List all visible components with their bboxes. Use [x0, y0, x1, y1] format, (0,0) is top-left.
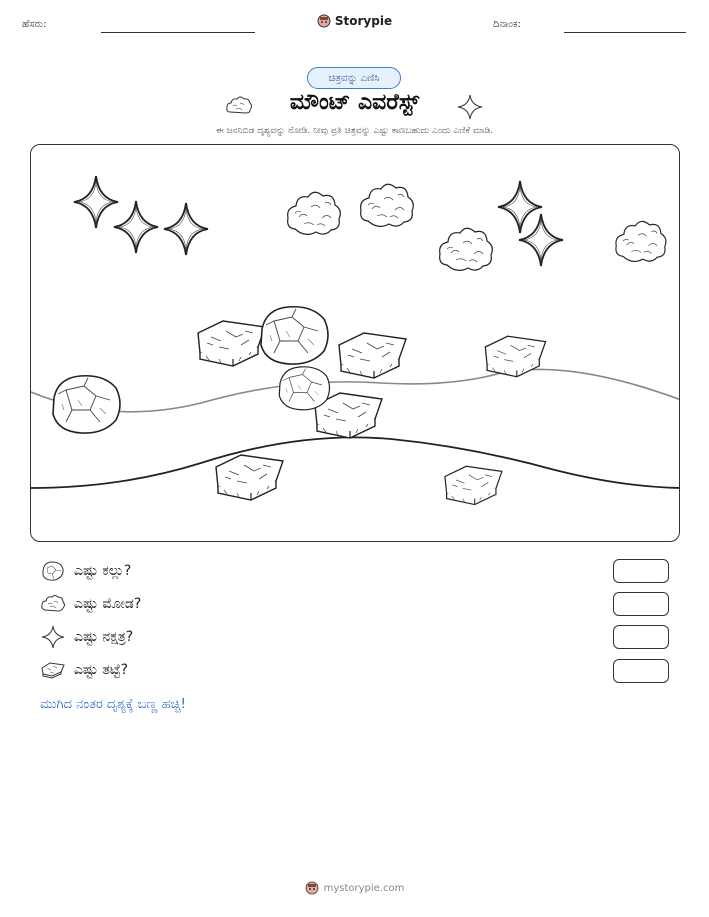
scene-cloud	[616, 221, 666, 261]
answer-box-stars[interactable]	[613, 625, 669, 649]
scene-cloud	[288, 192, 341, 234]
footer	[0, 880, 709, 896]
scene-rock	[279, 367, 329, 410]
scene-star	[164, 203, 208, 255]
question-rocks	[40, 558, 131, 584]
scene-cloud	[440, 228, 493, 270]
scene-tile	[216, 455, 283, 500]
question-text: ಎಷ್ಟು ಕಲ್ಲು?	[74, 563, 132, 579]
counting-scene	[30, 144, 680, 542]
question-tiles	[40, 657, 128, 683]
star-icon	[40, 625, 66, 649]
title-star-icon	[457, 94, 483, 120]
question-text: ಎಷ್ಟು ನಕ್ಷತ್ರ?	[74, 629, 134, 645]
brand-name: Storypie	[334, 14, 393, 28]
activity-badge: ಚಿತ್ರವನ್ನು ಎಣಿಸಿ	[307, 67, 401, 89]
tile-icon	[40, 659, 66, 681]
scene-star	[74, 176, 118, 228]
answer-box-rocks[interactable]	[613, 559, 669, 583]
name-label: ಹೆಸರು:	[22, 19, 47, 30]
page-title: ಮೌಂಟ್ ಎವರೆಸ್ಟ್	[289, 90, 420, 115]
question-stars	[40, 624, 133, 650]
scene-tile	[339, 333, 406, 378]
scene-star	[498, 181, 542, 233]
scene-rock	[53, 376, 120, 433]
storypie-logo-icon	[317, 13, 331, 29]
scene-tile	[198, 321, 265, 366]
question-clouds	[40, 591, 141, 617]
scene-rock	[261, 307, 328, 364]
answer-box-tiles[interactable]	[613, 659, 669, 683]
scene-cloud	[361, 184, 414, 226]
cloud-icon	[40, 593, 66, 615]
answer-box-clouds[interactable]	[613, 592, 669, 616]
name-write-line[interactable]	[101, 32, 255, 33]
question-text: ಎಷ್ಟು ತಟ್ಟೆ?	[74, 662, 129, 678]
question-text: ಎಷ್ಟು ಮೋಡ?	[74, 596, 142, 612]
storypie-footer-logo-icon	[305, 880, 319, 896]
scene-star	[114, 201, 158, 253]
scene-star	[519, 214, 563, 266]
date-label: ದಿನಾಂಕ:	[493, 19, 521, 30]
brand	[0, 13, 709, 29]
date-write-line[interactable]	[564, 32, 686, 33]
footer-url[interactable]: mystorypie.com	[323, 882, 405, 894]
instructions: ಈ ಜನನಿಬಿಡ ದೃಶ್ಯವನ್ನು ನೋಡಿ. ನೀವು ಪ್ರತಿ ಚಿತ್ರವನ್ನು ಎಷ್ಟು ಕಾಣಬಹುದು ಎಂದು ಎಣಿಕೆ ಮಾಡಿ.	[215, 126, 494, 136]
rock-icon	[40, 560, 66, 582]
scene-tile	[485, 336, 545, 377]
scene-drawing	[31, 145, 680, 542]
color-prompt: ಮುಗಿದ ನಂತರ ದೃಶ್ಯಕ್ಕೆ ಬಣ್ಣ ಹಚ್ಚಿ!	[40, 697, 186, 712]
scene-tile	[445, 466, 502, 504]
